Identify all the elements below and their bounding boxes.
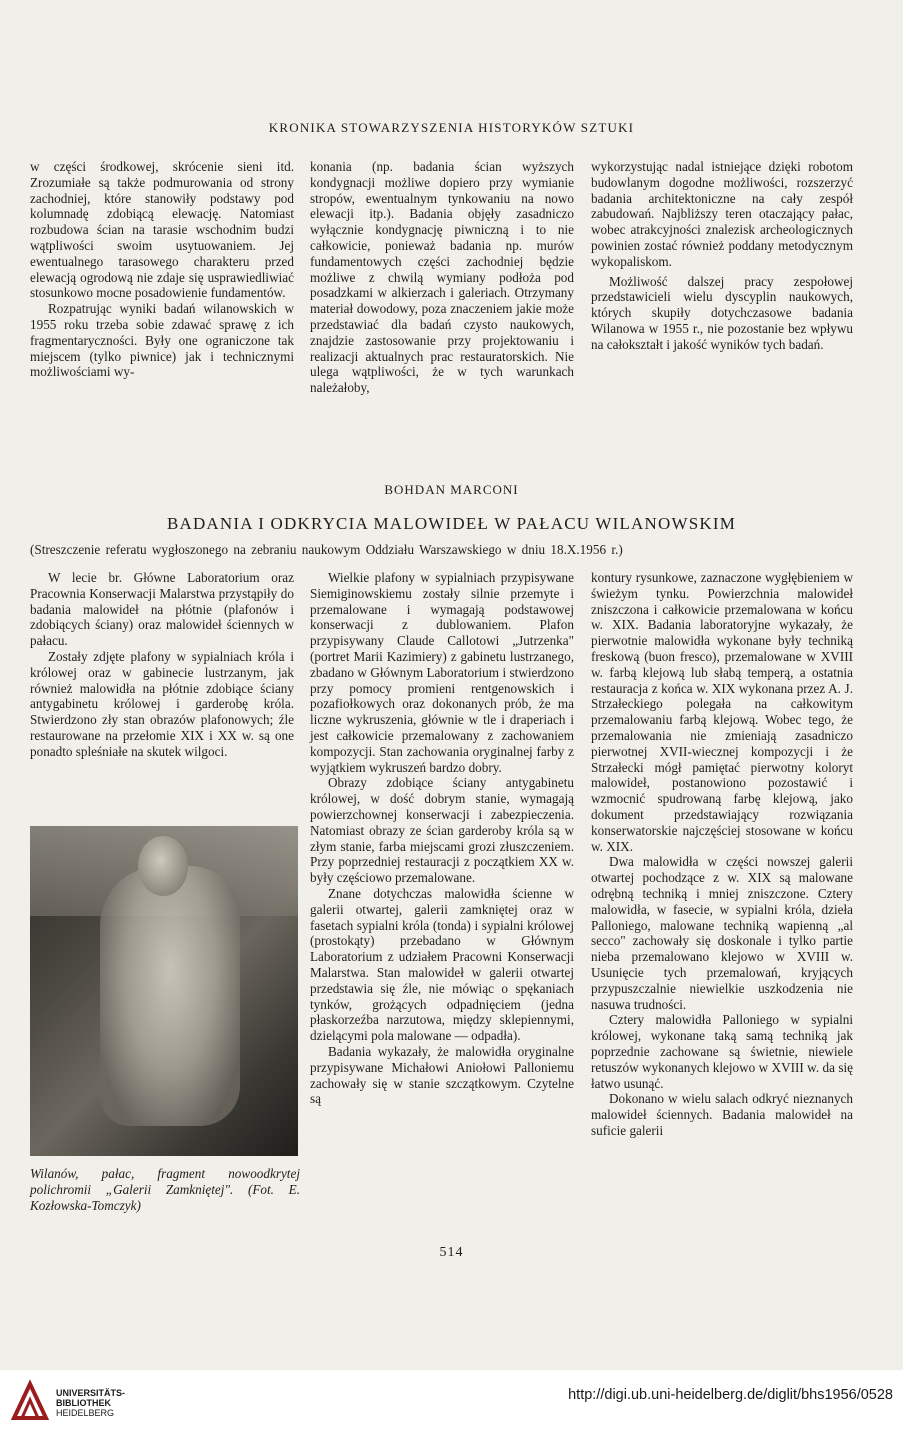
paragraph: Wielkie plafony w sypialniach przypisywane Siemiginowskiemu zostały silnie przemyte i przemalowane i wymagają podstawowej konserwacji z dublowaniem. Plafon przypisywany Claude Callotowi „Jutrzenka" (portret Marii Kazimiery) z gabinetu lustrzanego, zbadano w Głównym Laboratorium i stwierdzono przy pomocy promieni rentgenowskich i pozafiołkowych oraz dokonanych prób, że ma liczne wykruszenia, głównie w tle i draperiach i jest całkowicie przemalowany z zachowaniem kompozycji. Stan zachowania oryginalnej farby z wyjątkiem wykruszeń bardzo dobry.: [310, 570, 574, 775]
paragraph: Cztery malowidła Palloniego w sypialni królowej, wykonane taką samą techniką jak poprzednie zachowane są świetnie, niewiele retuszów wykonanych klejowo w XVIII w. da się łatwo usunąć.: [591, 1012, 853, 1091]
figure-caption: Wilanów, pałac, fragment nowoodkrytej polichromii „Galerii Zamkniętej". (Fot. E. Kozłowska-Tomczyk): [30, 1166, 300, 1213]
paragraph: Rozpatrując wyniki badań wilanowskich w 1955 roku trzeba sobie zdawać sprawę z ich fragmentaryczności. Były one ograniczone tak miejscem (tylko piwnice) jak i technicznymi możliwościami wy-: [30, 301, 294, 380]
page-number: 514: [439, 1245, 464, 1260]
top-column-1: [30, 159, 294, 380]
bottom-column-3: [591, 570, 853, 1139]
bottom-column-2: [310, 570, 574, 1107]
bottom-column-1: [30, 570, 294, 760]
library-name-line: HEIDELBERG: [56, 1408, 115, 1418]
paragraph: Możliwość dalszej pracy zespołowej przedstawicieli wielu dyscyplin naukowych, których skupiły dotychczasowe badania Wilanowa w 1955 r., nie pozostanie bez wpływu na całokształt i jakość wyników tych badań.: [591, 273, 853, 352]
paragraph: Znane dotychczas malowidła ścienne w galerii otwartej, galerii zamkniętej oraz w fasetach sypialni króla (tonda) i sypialni królowej (prostokąty) przebadano w Głównym Laboratorium z udziałem Pracowni Konserwacji Malarstwa. Stan malowideł w galerii otwartej przedstawia się źle, nie mówiąc o spękaniach tynków, grożących odpadnięciem (jedna płaskorzeźba narzutowa, między sklepiennymi, dzielącymi pola malowane — odpadła).: [310, 885, 574, 1044]
paragraph: Badania wykazały, że malowidła oryginalne przypisywane Michałowi Aniołowi Palloniemu zachowały się w stanie szczątkowym. Czytelne są: [310, 1043, 574, 1107]
footer-bar: [0, 1370, 903, 1436]
article-abstract: (Streszczenie referatu wygłoszonego na zebraniu naukowym Oddziału Warszawskiego w dniu 18.X.1956 r.): [30, 542, 623, 557]
paragraph: Obrazy zdobiące ściany antygabinetu królowej, w dość dobrym stanie, wymagają powierzchownej konserwacji i zabezpieczenia. Natomiast obrazy ze ścian garderoby króla są w złym stanie, farba miejscami grozi złuszczeniem. Przy poprzedniej restauracji z początkiem XX w. były częściowo przemalowane.: [310, 775, 574, 886]
top-column-2: [310, 159, 574, 396]
running-head: KRONIKA STOWARZYSZENIA HISTORYKÓW SZTUKI: [268, 120, 635, 135]
paragraph: Zostały zdjęte plafony w sypialniach króla i królowej oraz w gabinecie lustrzanym, jak również malowidła na płótnie zdobiące ściany antygabinetu królowej i garderobę króla. Stwierdzono zły stan obrazów plafonowych; źle restaurowane na przełomie XIX i XX w. są one ponadto spleśniałe na skutek wilgoci.: [30, 648, 294, 759]
top-column-3: [591, 159, 853, 353]
paragraph: W lecie br. Główne Laboratorium oraz Pracownia Konserwacji Malarstwa przystąpiły do badania malowideł na płótnie (plafonów i zdobiących ściany) oraz malowideł ściennych w pałacu.: [30, 570, 294, 649]
university-library-logo-icon[interactable]: [10, 1378, 50, 1426]
paragraph: Dwa malowidła w części nowszej galerii otwartej pochodzące z w. XIX są malowane odrębną techniką i mniej zniszczone. Cztery malowidła, w fasecie, w sypialni króla, dzieła Palloniego, malowane techniką wapienną „al secco" zachowały się doskonale i tylko partie nieba przemalowano klejowo w XVIII w. Usunięcie tych przemalowań, kryjących przypuszczalnie niewielkie uszkodzenia nie nasuwa trudności.: [591, 854, 853, 1012]
paragraph: konania (np. badania ścian wyższych kondygnacji możliwe dopiero przy wymianie stropów, ewentualnym tynkowaniu na nowo elewacji itp.). Badania objęły zasadniczo wyłącznie kondygnację piwniczną i to nie całkowicie, ponieważ badania np. murów fundamentowych części zachodniej będzie możliwe z chwilą wymiany podłoża pod posadzkami w alkierzach i galeriach. Otrzymany materiał dowodowy, poza znaczeniem jakie może przedstawiać dla badań czysto naukowych, znajdzie zastosowanie przy projektowaniu i realizacji aktualnych prac restauratorskich. Nie ulega wątpliwości, że w tych warunkach należałoby,: [310, 159, 574, 396]
article-title: BADANIA I ODKRYCIA MALOWIDEŁ W PAŁACU WILANOWSKIM: [166, 514, 737, 533]
paragraph: Dokonano w wielu salach odkryć nieznanych malowideł ściennych. Badania malowideł na suficie galerii: [591, 1091, 853, 1138]
paragraph: kontury rysunkowe, zaznaczone wygłębieniem w świeżym tynku. Powierzchnia malowideł zniszczona i całkowicie przemalowana w końcu w. XIX. Badania laboratoryjne wykazały, że pierwotnie malowidła wykonane były techniką freskową (buon fresco), przemalowane w XVIII w. farbą klejową lub słabą temperą, a ostatnia restauracja z końca w. XIX wykonana przez A. J. Strzałeckiego polegała na całkowitym przemalowaniu farbą klejową. Wobec tego, że przemalowania nie zmieniają zasadniczo pierwotnej XVII-wiecznej kompozycji i że Strzałecki mógł pamiętać pierwotny koloryt malowideł, postanowiono pozostawić i wzmocnić spudrowaną farbę klejową, jako dokument przedstawiający rozwiązania konserwatorskie najczęściej stosowane w końcu w. XIX.: [591, 570, 853, 854]
permalink-url[interactable]: http://digi.ub.uni-heidelberg.de/diglit/bhs1956/0528: [568, 1387, 893, 1403]
paragraph: wykorzystując nadal istniejące dzięki robotom budowlanym dogodne możliwości, rozszerzyć badania architektoniczne na cały zespół zabudowań. Najbliższy teren otaczający pałac, wobec atrakcyjności znalezisk archeologicznych powinien zostać również poddany metodycznym wykopaliskom.: [591, 159, 853, 269]
library-name[interactable]: [56, 1388, 125, 1418]
figure-draped-figure: [100, 866, 240, 1126]
figure-head: [138, 836, 188, 896]
library-name-line: BIBLIOTHEK: [56, 1398, 111, 1408]
paragraph: w części środkowej, skrócenie sieni itd. Zrozumiałe są także podmurowania od strony zachodniej, które stanowiły podstawy pod kolumnadę zdobiącą elewację. Natomiast rozbudowa ścian na tarasie wschodnim budzi wątpliwości swoim usytuowaniem. Jej ewentualnego tarasowego charakteru przed elewacją ogrodową nie zdaje się usprawiedliwiać stosunkowo mocne posadowienie fundamentów.: [30, 159, 294, 301]
library-name-line: UNIVERSITÄTS-: [56, 1388, 126, 1398]
article-author: BOHDAN MARCONI: [384, 482, 519, 497]
figure-photo: [30, 826, 298, 1156]
